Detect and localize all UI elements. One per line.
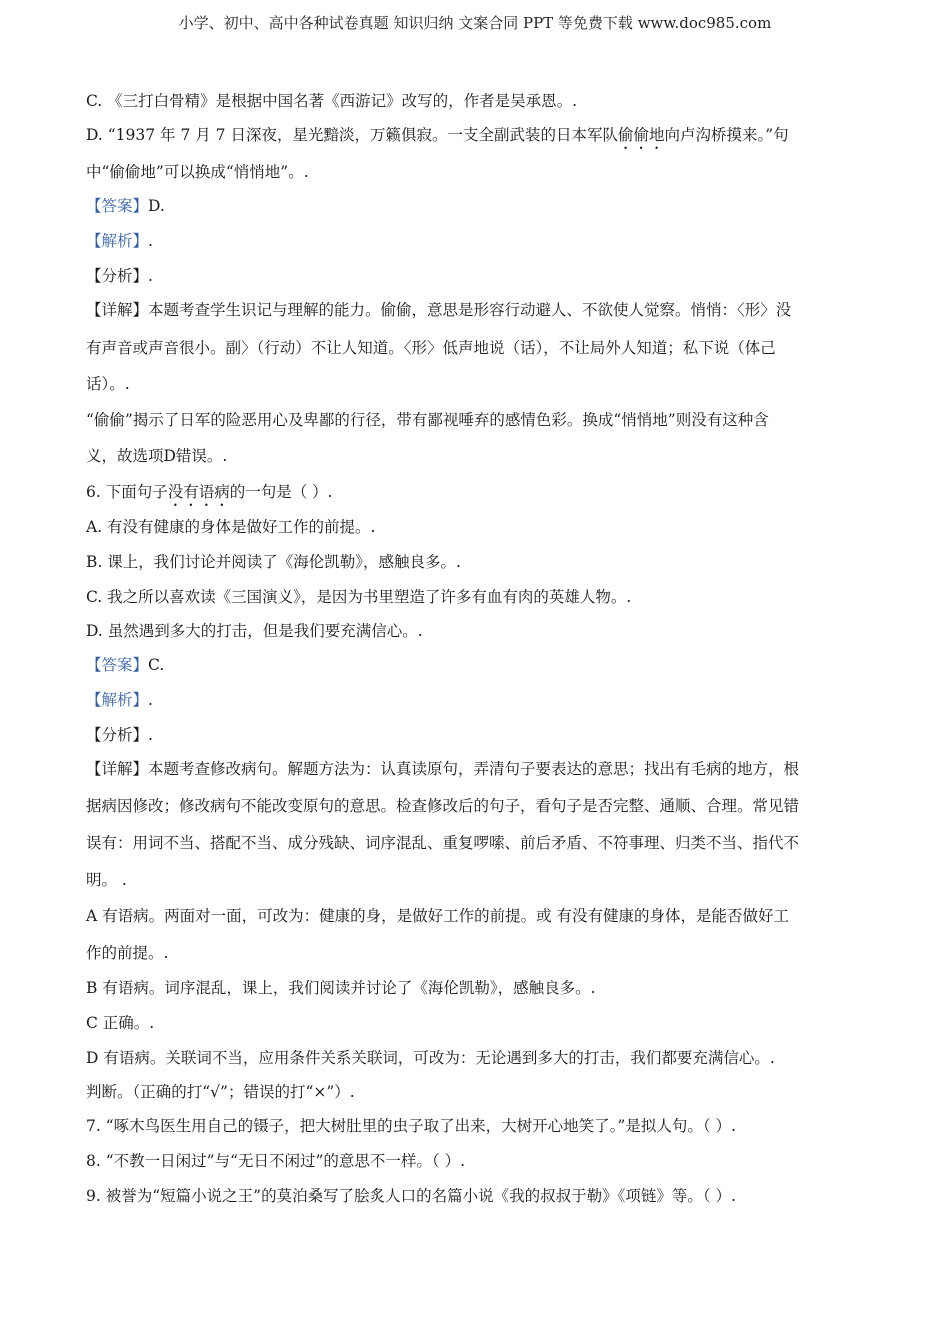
- q5-fenxi: 【分析】.: [86, 267, 153, 285]
- emphasized-word: 偷偷地: [617, 126, 665, 144]
- q6-analysis-c: C 正确。.: [86, 1014, 155, 1032]
- q6-detail-3: 误有：用词不当、搭配不当、成分残缺、词序混乱、重复啰嗦、前后矛盾、不符事理、归类不当、指代不: [86, 834, 800, 852]
- q6-option-c: C. 我之所以喜欢读《三国演义》，是因为书里塑造了许多有血有肉的英雄人物。.: [86, 588, 632, 606]
- q5-jiexi: 【解析】.: [86, 232, 153, 250]
- judge-intro: 判断。（正确的打“√”；错误的打“×”）.: [86, 1083, 355, 1101]
- q6-option-a: A. 有没有健康的身体是做好工作的前提。.: [86, 518, 376, 536]
- answer-tag: 【答案】: [86, 656, 149, 674]
- q6-jiexi: 【解析】.: [86, 691, 153, 709]
- q5-option-d-cont: 中“偷偷地”可以换成“悄悄地”。.: [86, 163, 309, 181]
- q6-option-b: B. 课上，我们讨论并阅读了《海伦凯勒》，感触良多。.: [86, 553, 461, 571]
- q6-analysis-b: B 有语病。词序混乱，课上，我们阅读并讨论了《海伦凯勒》，感触良多。.: [86, 979, 596, 997]
- judge-item-8: 8. “不教一日闲过”与“无日不闲过”的意思不一样。（ ）.: [86, 1152, 466, 1170]
- q6-option-d: D. 虽然遇到多大的打击，但是我们要充满信心。.: [86, 622, 423, 640]
- judge-item-9: 9. 被誉为“短篇小说之王”的莫泊桑写了脍炙人口的名篇小说《我的叔叔于勒》《项链》等。（ ）.: [86, 1187, 736, 1205]
- q6-detail-4: 明。 .: [86, 871, 127, 889]
- q6-fenxi: 【分析】.: [86, 726, 153, 744]
- q5-answer: 【答案】D.: [86, 197, 165, 215]
- judge-item-7: 7. “啄木鸟医生用自己的镊子，把大树肚里的虫子取了出来，大树开心地笑了。”是拟人句。（ ）.: [86, 1117, 736, 1135]
- q5-detail-5: 义，故选项D错误。.: [86, 447, 228, 465]
- q6-stem: 6. 下面句子没有语病的一句是（ ）.: [86, 483, 333, 501]
- q5-detail-4: “偷偷”揭示了日军的险恶用心及卑鄙的行径，带有鄙视唾弃的感情色彩。换成“悄悄地”则没有这种含: [86, 411, 769, 429]
- jiexi-tag: 【解析】: [86, 691, 149, 709]
- q6-analysis-a-cont: 作的前提。.: [86, 944, 169, 962]
- q6-detail-1: 【详解】本题考查修改病句。解题方法为：认真读原句，弄清句子要表达的意思；找出有毛病的地方，根: [86, 760, 800, 778]
- q6-answer: 【答案】C.: [86, 656, 165, 674]
- q6-analysis-a: A 有语病。两面对一面，可改为：健康的身，是做好工作的前提。或 有没有健康的身体，是能否做好工: [86, 907, 790, 925]
- q6-detail-2: 据病因修改；修改病句不能改变原句的意思。检查修改后的句子，看句子是否完整、通顺、合理。常见错: [86, 797, 800, 815]
- site-header: 小学、初中、高中各种试卷真题 知识归纳 文案合同 PPT 等免费下载 www.doc985.com: [178, 14, 772, 32]
- q5-option-d: D. “1937 年 7 月 7 日深夜，星光黯淡，万籁俱寂。一支全副武装的日本军队偷偷地向卢沟桥摸来。”句: [86, 126, 789, 144]
- jiexi-tag: 【解析】: [86, 232, 149, 250]
- emphasized-word: 没有语病: [167, 483, 230, 501]
- q6-analysis-d: D 有语病。关联词不当，应用条件关系关联词，可改为：无论遇到多大的打击，我们都要充满信心。.: [86, 1049, 775, 1067]
- q5-detail-1: 【详解】本题考查学生识记与理解的能力。偷偷，意思是形容行动避人、不欲使人觉察。悄悄：〈形〉没: [86, 301, 792, 319]
- q5-option-c: C. 《三打白骨精》是根据中国名著《西游记》改写的，作者是吴承恩。.: [86, 92, 578, 110]
- answer-tag: 【答案】: [86, 197, 149, 215]
- q5-detail-3: 话）。.: [86, 375, 130, 393]
- q5-detail-2: 有声音或声音很小。副〉（行动）不让人知道。〈形〉低声地说（话），不让局外人知道；私下说（体己: [86, 339, 776, 357]
